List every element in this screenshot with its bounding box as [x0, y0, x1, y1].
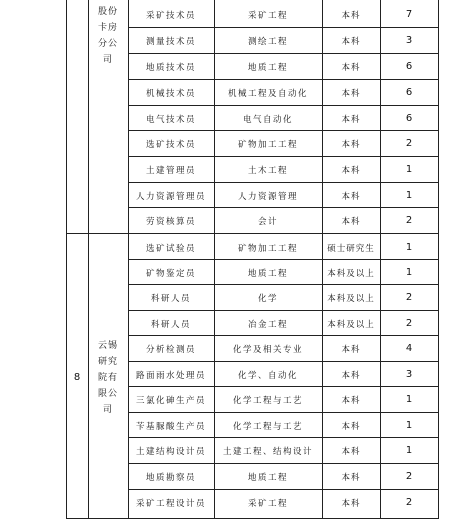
position-cell: 地质技术员	[145, 62, 196, 73]
grid-line	[438, 0, 439, 519]
grid-line	[66, 233, 438, 234]
position-cell: 土建管理员	[145, 165, 196, 176]
grid-line	[128, 130, 438, 131]
major-cell: 化学	[257, 293, 278, 304]
group-index: 8	[73, 372, 81, 383]
org-name-line: 司	[102, 405, 113, 415]
position-cell: 测量技术员	[145, 36, 196, 47]
major-cell: 测绘工程	[247, 36, 288, 47]
count-cell: 3	[405, 35, 413, 46]
position-cell: 科研人员	[150, 319, 191, 330]
education-cell: 硕士研究生	[327, 243, 375, 254]
count-cell: 2	[405, 318, 413, 329]
position-cell: 采矿工程设计员	[135, 498, 206, 509]
table-row	[128, 54, 438, 79]
count-cell: 3	[405, 369, 413, 380]
position-cell: 选矿技术员	[145, 139, 196, 150]
table-row	[128, 464, 438, 489]
grid-line	[128, 386, 438, 387]
count-cell: 1	[405, 242, 413, 253]
org-name-line: 司	[102, 55, 113, 65]
grid-line	[128, 335, 438, 336]
table-row	[128, 80, 438, 105]
count-cell: 6	[405, 87, 413, 98]
count-cell: 1	[405, 394, 413, 405]
major-cell: 地质工程	[247, 62, 288, 73]
education-cell: 本科	[341, 216, 361, 227]
education-cell: 本科	[341, 139, 361, 150]
grid-line	[128, 310, 438, 311]
table-row	[128, 260, 438, 285]
org-name-line: 院有	[97, 373, 118, 383]
position-cell: 选矿试验员	[145, 243, 196, 254]
grid-line	[128, 463, 438, 464]
count-cell: 2	[405, 471, 413, 482]
major-cell: 冶金工程	[247, 319, 288, 330]
table-row	[128, 490, 438, 515]
org-name-kafang-branch	[88, 4, 128, 68]
grid-line	[128, 412, 438, 413]
major-cell: 化学及相关专业	[232, 344, 303, 355]
table-row	[128, 131, 438, 156]
count-cell: 1	[405, 420, 413, 431]
table-row	[128, 387, 438, 412]
org-name-research-institute	[88, 338, 128, 418]
education-cell: 本科及以上	[327, 319, 375, 330]
table-row	[128, 2, 438, 27]
grid-line	[128, 259, 438, 260]
count-cell: 1	[405, 164, 413, 175]
position-cell: 机械技术员	[145, 88, 196, 99]
table-row	[128, 336, 438, 361]
major-cell: 采矿工程	[247, 498, 288, 509]
grid-line	[128, 284, 438, 285]
recruitment-table	[66, 0, 438, 519]
org-name-line: 云锡	[97, 341, 118, 351]
count-cell: 1	[405, 445, 413, 456]
table-row	[128, 208, 438, 233]
org-name-line: 分公	[97, 39, 118, 49]
major-cell: 土建工程、结构设计	[222, 446, 313, 457]
table-row	[128, 413, 438, 438]
education-cell: 本科	[341, 498, 361, 509]
count-cell: 7	[405, 9, 413, 20]
grid-line	[128, 207, 438, 208]
table-row	[128, 183, 438, 208]
major-cell: 地质工程	[247, 472, 288, 483]
grid-line	[128, 79, 438, 80]
major-cell: 电气自动化	[242, 114, 293, 125]
count-cell: 2	[405, 292, 413, 303]
position-cell: 科研人员	[150, 293, 191, 304]
org-name-line: 研究	[97, 357, 118, 367]
education-cell: 本科及以上	[327, 268, 375, 279]
major-cell: 化学工程与工艺	[232, 395, 303, 406]
major-cell: 采矿工程	[247, 10, 288, 21]
position-cell: 人力资源管理员	[135, 191, 206, 202]
org-name-line: 股份	[97, 7, 118, 17]
count-cell: 6	[405, 113, 413, 124]
table-row	[128, 28, 438, 53]
grid-line	[66, 0, 67, 519]
table-row	[128, 106, 438, 131]
position-cell: 苄基脲酸生产员	[135, 421, 206, 432]
grid-line	[66, 518, 438, 519]
table-row	[128, 235, 438, 260]
education-cell: 本科	[341, 421, 361, 432]
count-cell: 1	[405, 267, 413, 278]
education-cell: 本科	[341, 446, 361, 457]
org-name-line: 限公	[97, 389, 118, 399]
major-cell: 矿物加工工程	[237, 243, 298, 254]
count-cell: 2	[405, 497, 413, 508]
grid-line	[128, 361, 438, 362]
position-cell: 矿物鉴定员	[145, 268, 196, 279]
position-cell: 采矿技术员	[145, 10, 196, 21]
education-cell: 本科	[341, 191, 361, 202]
org-name-line: 卡房	[97, 23, 118, 33]
education-cell: 本科	[341, 472, 361, 483]
table-row	[128, 438, 438, 463]
education-cell: 本科	[341, 344, 361, 355]
grid-line	[128, 182, 438, 183]
grid-line	[128, 27, 438, 28]
grid-line	[128, 53, 438, 54]
education-cell: 本科	[341, 165, 361, 176]
position-cell: 土建结构设计员	[135, 446, 206, 457]
grid-line	[128, 489, 438, 490]
table-row	[128, 362, 438, 387]
education-cell: 本科	[341, 10, 361, 21]
count-cell: 2	[405, 138, 413, 149]
education-cell: 本科	[341, 370, 361, 381]
major-cell: 地质工程	[247, 268, 288, 279]
position-cell: 分析检测员	[145, 344, 196, 355]
table-row	[128, 285, 438, 310]
major-cell: 化学工程与工艺	[232, 421, 303, 432]
education-cell: 本科	[341, 62, 361, 73]
table-row	[128, 157, 438, 182]
major-cell: 化学、自动化	[237, 370, 298, 381]
education-cell: 本科	[341, 36, 361, 47]
count-cell: 1	[405, 190, 413, 201]
major-cell: 机械工程及自动化	[227, 88, 308, 99]
grid-line	[128, 156, 438, 157]
education-cell: 本科	[341, 88, 361, 99]
position-cell: 地质勘察员	[145, 472, 196, 483]
major-cell: 土木工程	[247, 165, 288, 176]
count-cell: 2	[405, 215, 413, 226]
position-cell: 三氯化砷生产员	[135, 395, 206, 406]
education-cell: 本科	[341, 114, 361, 125]
major-cell: 人力资源管理	[237, 191, 298, 202]
position-cell: 电气技术员	[145, 114, 196, 125]
grid-line	[128, 105, 438, 106]
grid-line	[128, 437, 438, 438]
major-cell: 矿物加工工程	[237, 139, 298, 150]
major-cell: 会计	[257, 216, 278, 227]
count-cell: 6	[405, 61, 413, 72]
count-cell: 4	[405, 343, 413, 354]
position-cell: 劳资核算员	[145, 216, 196, 227]
education-cell: 本科	[341, 395, 361, 406]
grid-line	[88, 0, 89, 519]
table-row	[128, 311, 438, 336]
position-cell: 路面雨水处理员	[135, 370, 206, 381]
education-cell: 本科及以上	[327, 293, 375, 304]
